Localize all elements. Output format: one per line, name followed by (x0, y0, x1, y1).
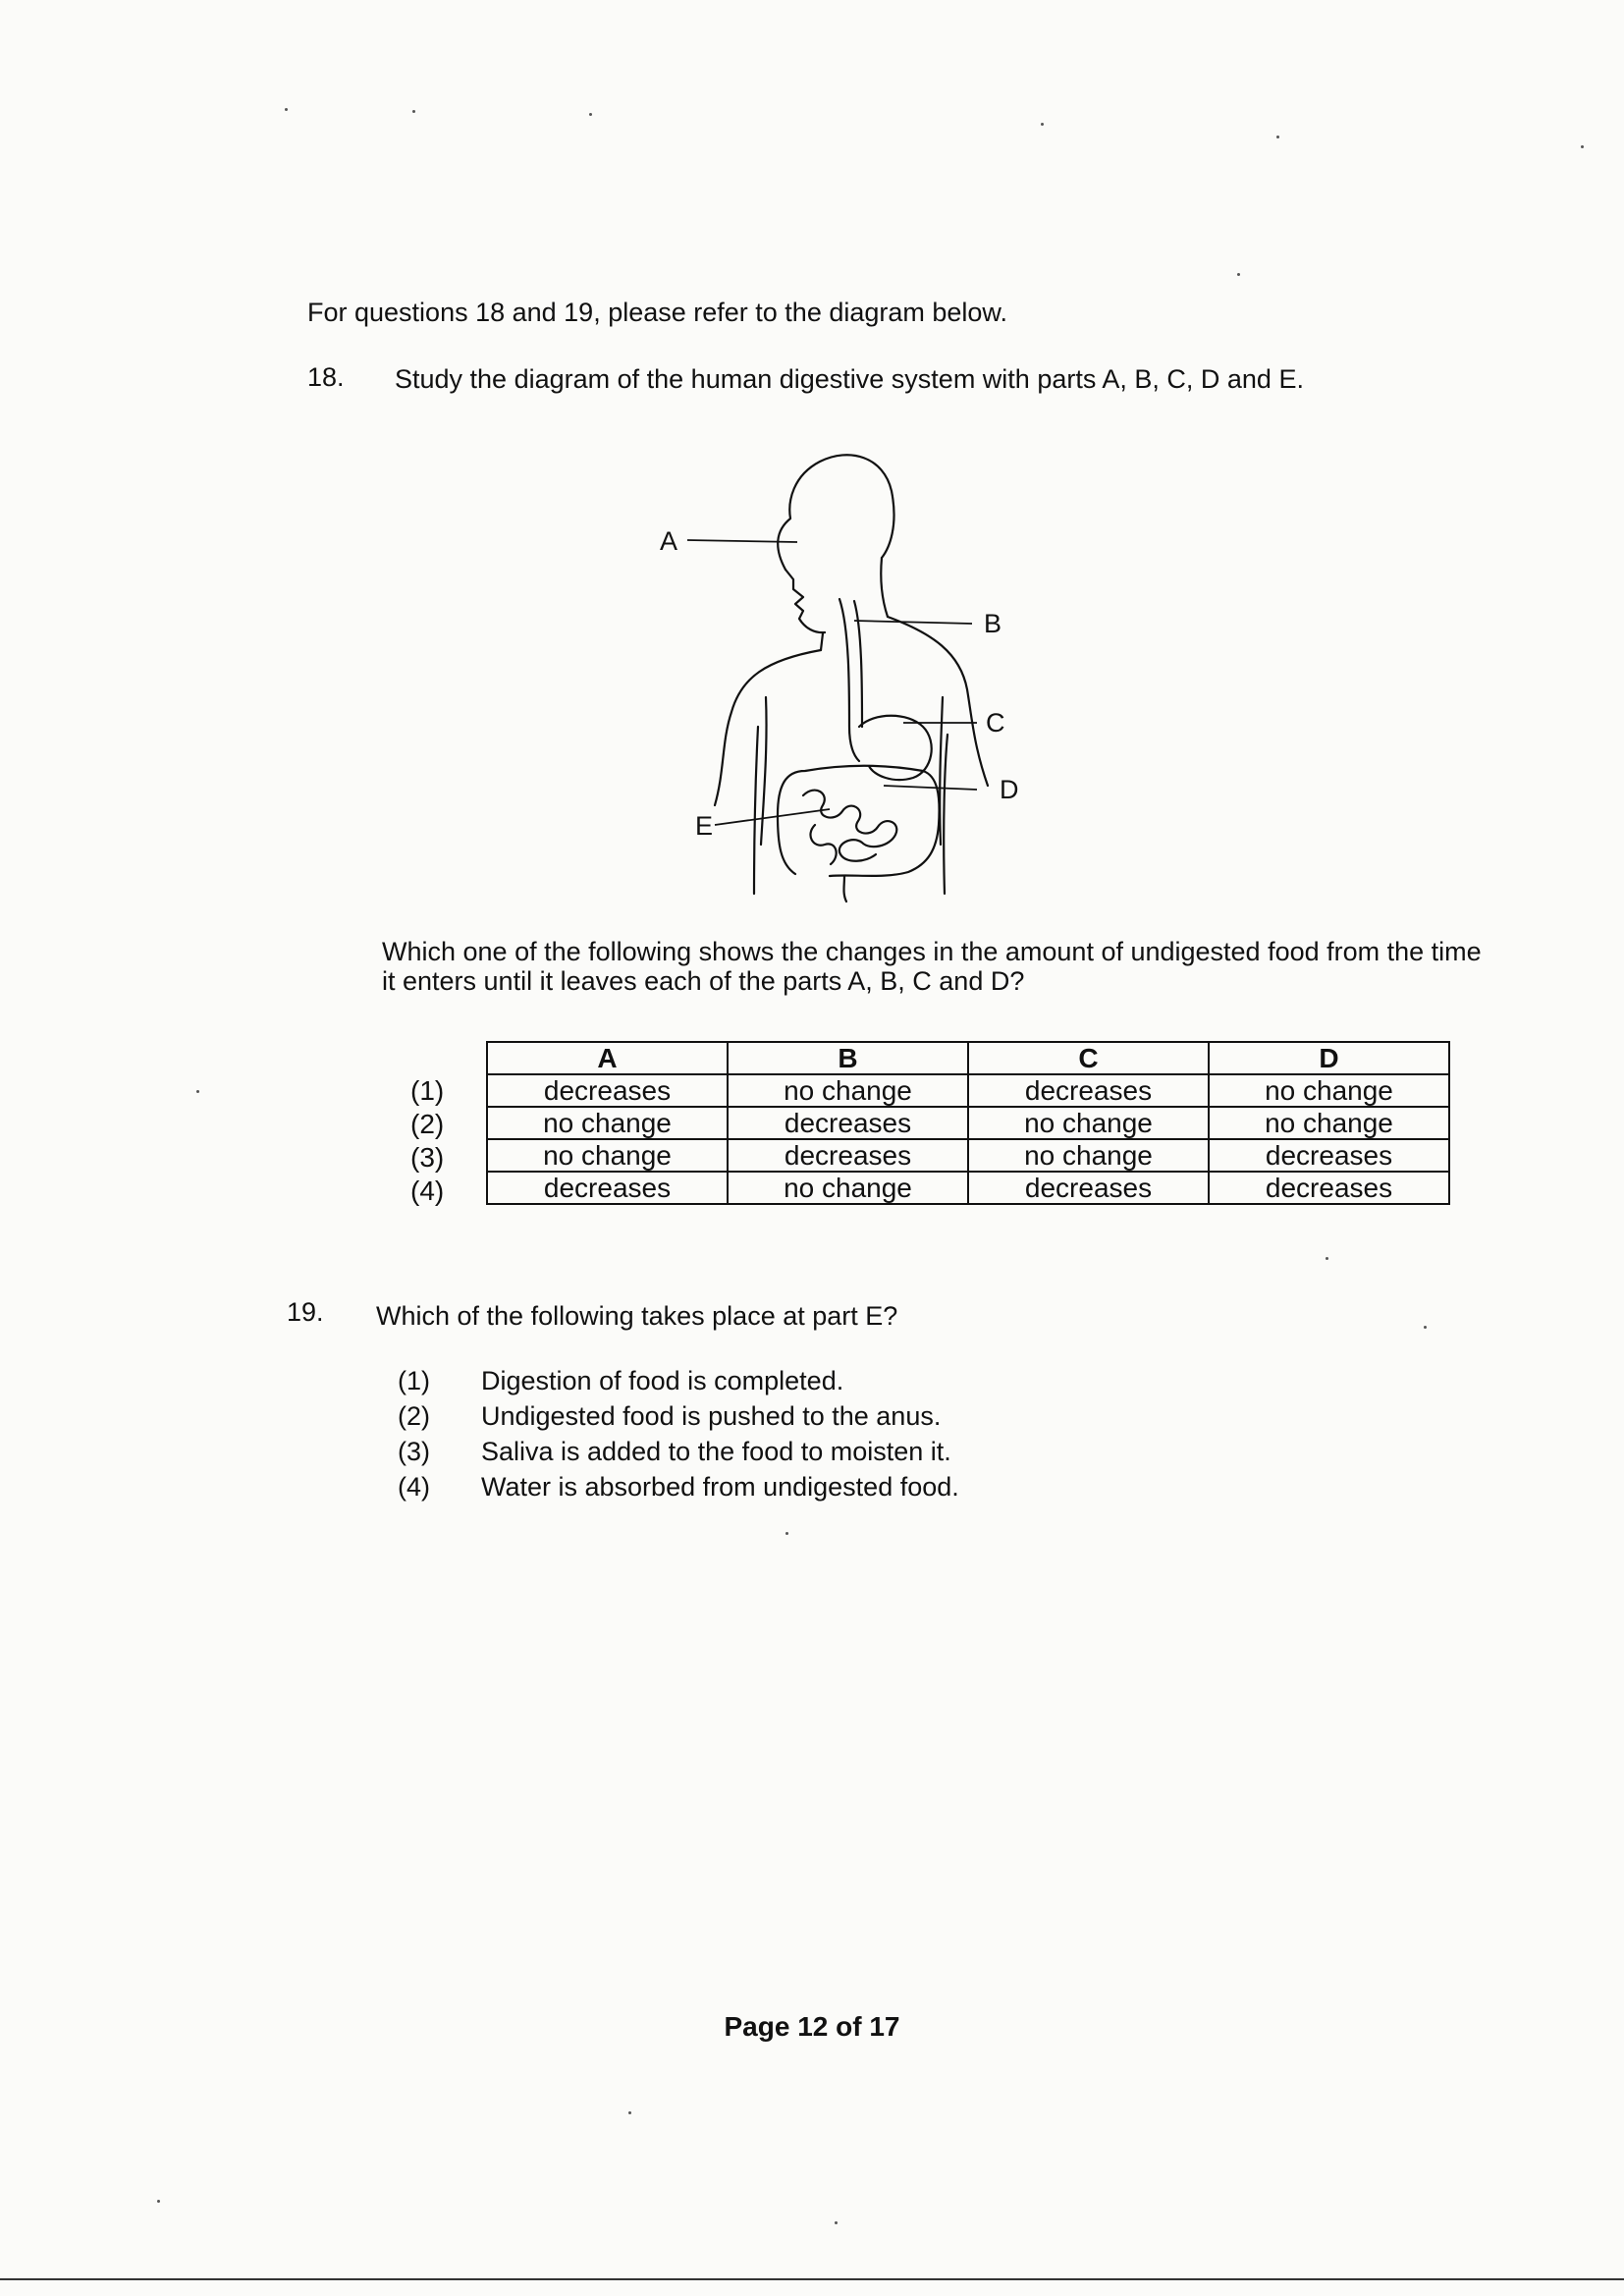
table-row (487, 1139, 1449, 1172)
pointer-b (854, 621, 972, 624)
option-text: Water is absorbed from undigested food. (481, 1472, 959, 1502)
label-d: D (1000, 775, 1019, 804)
pointer-d (884, 786, 977, 790)
option-text: Digestion of food is completed. (481, 1366, 844, 1395)
cell: no change (487, 1107, 728, 1139)
cell: no change (968, 1139, 1209, 1172)
option-number: (2) (398, 1401, 430, 1431)
cell: no change (1209, 1107, 1449, 1139)
table-row (487, 1074, 1449, 1107)
option (398, 1398, 959, 1434)
option-text: Saliva is added to the food to moisten it. (481, 1437, 951, 1466)
left-inner-arm (754, 727, 758, 894)
head-outline (778, 455, 893, 570)
cell: no change (728, 1172, 968, 1204)
row-label: (1) (410, 1075, 445, 1106)
table-row (487, 1107, 1449, 1139)
row-label: (3) (410, 1142, 445, 1173)
cell: decreases (487, 1074, 728, 1107)
torso-left (761, 697, 767, 845)
neck-back (881, 558, 888, 617)
rectum (844, 876, 847, 902)
option-number: (3) (398, 1437, 430, 1466)
questions-intro: For questions 18 and 19, please refer to the diagram below. (307, 298, 1007, 327)
page-number: Page 12 of 17 (724, 2011, 900, 2042)
right-shoulder-arm (888, 617, 988, 786)
question-18-number: 18. (307, 362, 345, 392)
digestive-system-diagram (648, 432, 1060, 903)
option-number: (1) (398, 1366, 430, 1395)
torso-right (940, 697, 943, 845)
esophagus (839, 599, 859, 761)
face-profile (785, 570, 825, 632)
label-b: B (984, 609, 1002, 638)
label-a: A (660, 526, 678, 556)
option-number: (4) (398, 1472, 430, 1502)
label-c: C (986, 708, 1005, 738)
cell: decreases (728, 1139, 968, 1172)
option (398, 1434, 959, 1469)
row-label: (2) (410, 1109, 445, 1139)
answer-row-labels (410, 1074, 444, 1208)
header-b: B (728, 1042, 968, 1074)
question-18-text: Study the diagram of the human digestive system with parts A, B, C, D and E. (395, 364, 1304, 394)
cell: decreases (968, 1074, 1209, 1107)
cell: decreases (487, 1172, 728, 1204)
option (398, 1363, 959, 1398)
cell: no change (728, 1074, 968, 1107)
question-19-number: 19. (287, 1297, 324, 1327)
cell: no change (487, 1139, 728, 1172)
header-c: C (968, 1042, 1209, 1074)
cell: decreases (1209, 1172, 1449, 1204)
left-shoulder-arm (715, 650, 821, 805)
question-19-options (398, 1363, 959, 1504)
pointer-a (687, 540, 797, 542)
cell: decreases (968, 1172, 1209, 1204)
right-inner-arm (944, 735, 947, 894)
row-label: (4) (410, 1175, 445, 1206)
option (398, 1469, 959, 1504)
cell: decreases (1209, 1139, 1449, 1172)
cell: no change (968, 1107, 1209, 1139)
label-e: E (695, 811, 714, 841)
bottom-rule (0, 2278, 1624, 2280)
table-row (487, 1172, 1449, 1204)
answer-table (486, 1041, 1450, 1205)
option-text: Undigested food is pushed to the anus. (481, 1401, 942, 1431)
table-header-row (487, 1042, 1449, 1074)
cell: decreases (728, 1107, 968, 1139)
header-d: D (1209, 1042, 1449, 1074)
neck (821, 633, 823, 650)
question-18-prompt: Which one of the following shows the changes in the amount of undigested food from the time it enters until it leaves each of the parts A, B, C and D? (382, 937, 1482, 996)
pointer-e (715, 809, 830, 825)
cell: no change (1209, 1074, 1449, 1107)
small-intestine (803, 791, 896, 864)
header-a: A (487, 1042, 728, 1074)
question-19-text: Which of the following takes place at part E? (376, 1301, 898, 1331)
